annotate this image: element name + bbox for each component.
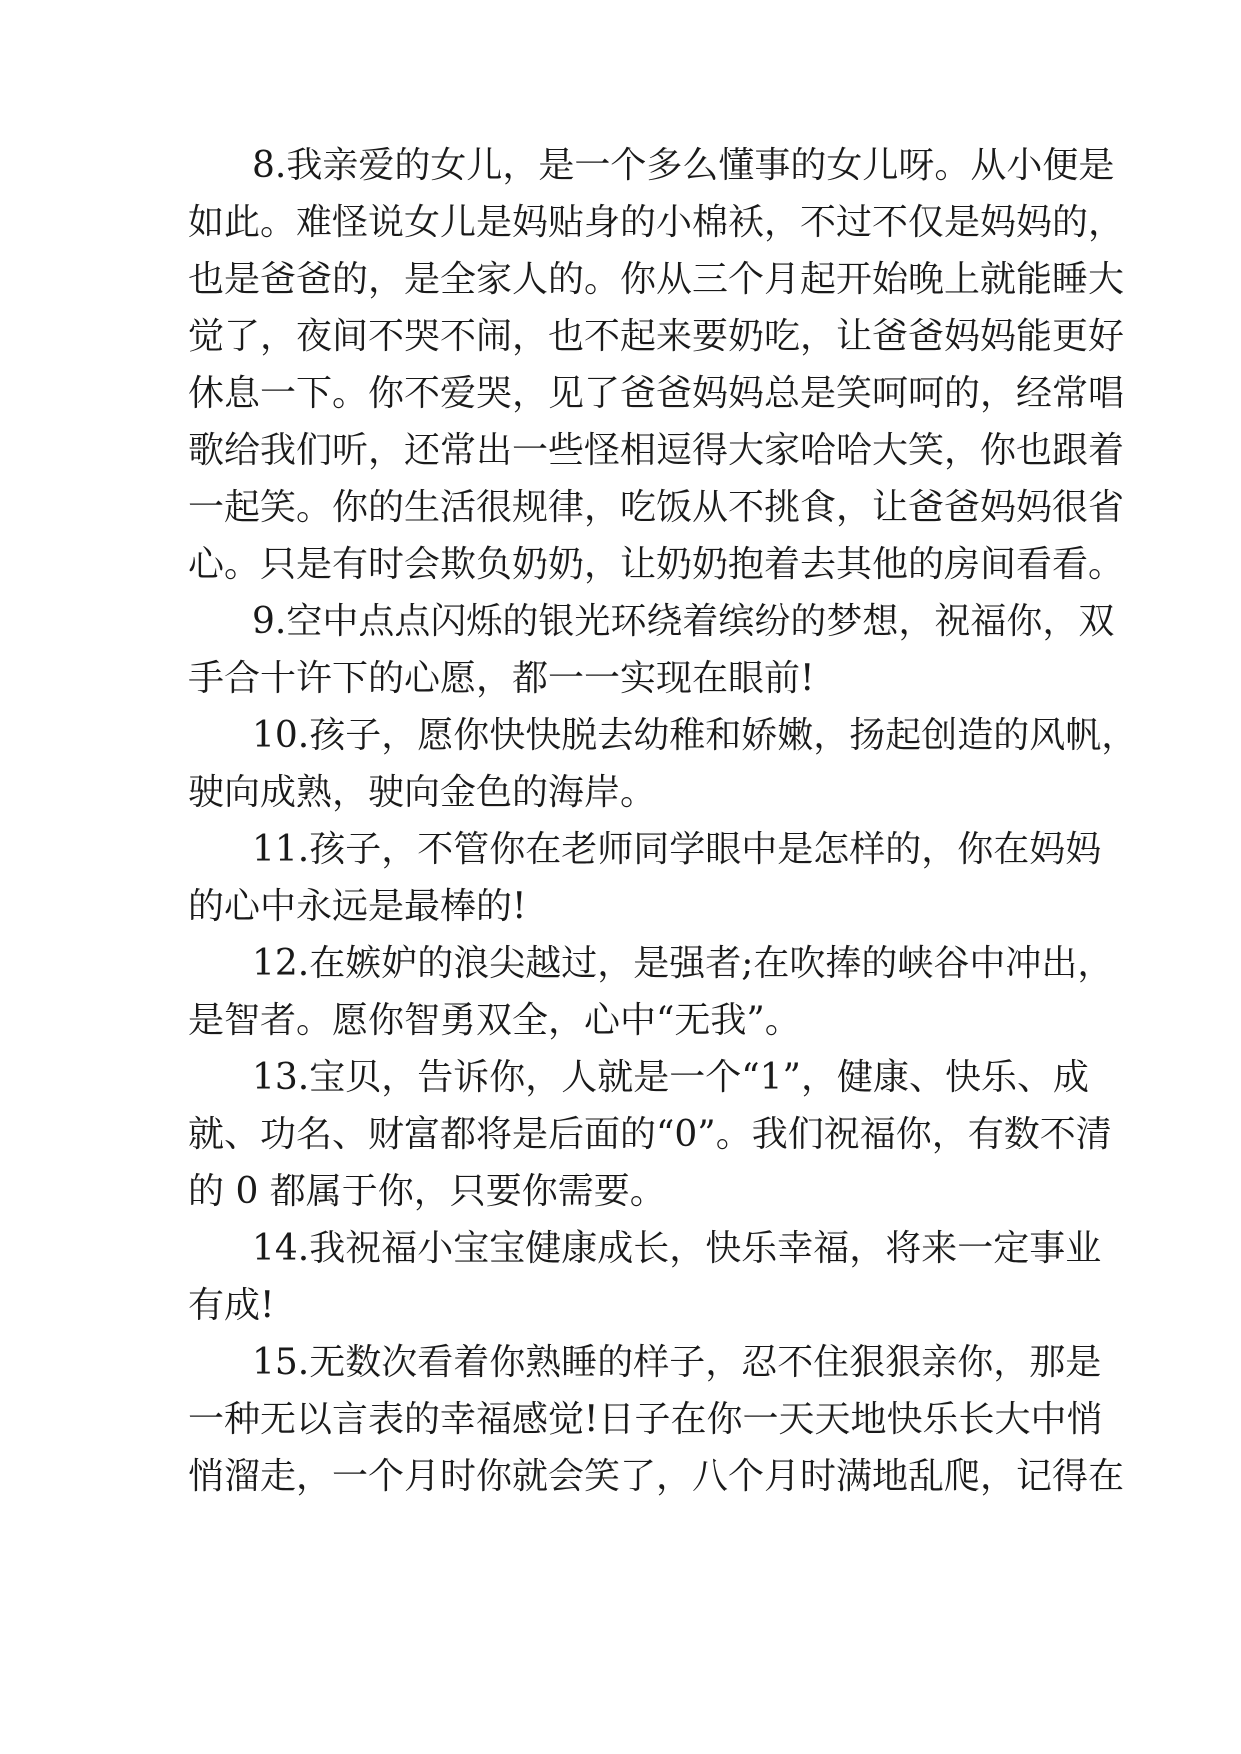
text-line: 悄溜走，一个月时你就会笑了，八个月时满地乱爬，记得在	[188, 1456, 1125, 1497]
text-line: 的 0 都属于你，只要你需要。	[188, 1171, 666, 1212]
text-line: 10.孩子，愿你快快脱去幼稚和娇嫩，扬起创造的风帆，	[252, 715, 1138, 756]
text-line: 一种无以言表的幸福感觉!日子在你一天天地快乐长大中悄	[188, 1399, 1103, 1440]
text-line: 觉了，夜间不哭不闹，也不起来要奶吃，让爸爸妈妈能更好	[188, 316, 1125, 357]
text-line: 15.无数次看着你熟睡的样子，忍不住狠狠亲你，那是	[252, 1342, 1102, 1383]
text-line: 如此。难怪说女儿是妈贴身的小棉袄，不过不仅是妈妈的，	[188, 202, 1125, 243]
text-line: 14.我祝福小宝宝健康成长，快乐幸福，将来一定事业	[252, 1228, 1102, 1269]
text-line: 12.在嫉妒的浪尖越过，是强者;在吹捧的峡谷中冲出，	[252, 943, 1114, 984]
text-line: 一起笑。你的生活很规律，吃饭从不挑食，让爸爸妈妈很省	[188, 487, 1125, 528]
text-line: 手合十许下的心愿，都一一实现在眼前!	[188, 658, 815, 699]
text-line: 是智者。愿你智勇双全，心中“无我”。	[188, 1000, 801, 1041]
text-line: 也是爸爸的，是全家人的。你从三个月起开始晚上就能睡大	[188, 259, 1125, 300]
text-line: 有成!	[188, 1285, 275, 1326]
text-line: 心。只是有时会欺负奶奶，让奶奶抱着去其他的房间看看。	[188, 544, 1125, 585]
text-line: 驶向成熟，驶向金色的海岸。	[188, 772, 657, 813]
text-line: 13.宝贝，告诉你，人就是一个“1”，健康、快乐、成	[252, 1057, 1089, 1098]
text-line: 休息一下。你不爱哭，见了爸爸妈妈总是笑呵呵的，经常唱	[188, 373, 1125, 414]
text-line: 歌给我们听，还常出一些怪相逗得大家哈哈大笑，你也跟着	[188, 430, 1125, 471]
text-line: 11.孩子，不管你在老师同学眼中是怎样的，你在妈妈	[252, 829, 1102, 870]
text-line: 的心中永远是最棒的!	[188, 886, 527, 927]
text-line: 8.我亲爱的女儿，是一个多么懂事的女儿呀。从小便是	[252, 145, 1115, 186]
text-line: 9.空中点点闪烁的银光环绕着缤纷的梦想，祝福你，双	[252, 601, 1115, 642]
text-line: 就、功名、财富都将是后面的“0”。我们祝福你，有数不清	[188, 1114, 1112, 1155]
